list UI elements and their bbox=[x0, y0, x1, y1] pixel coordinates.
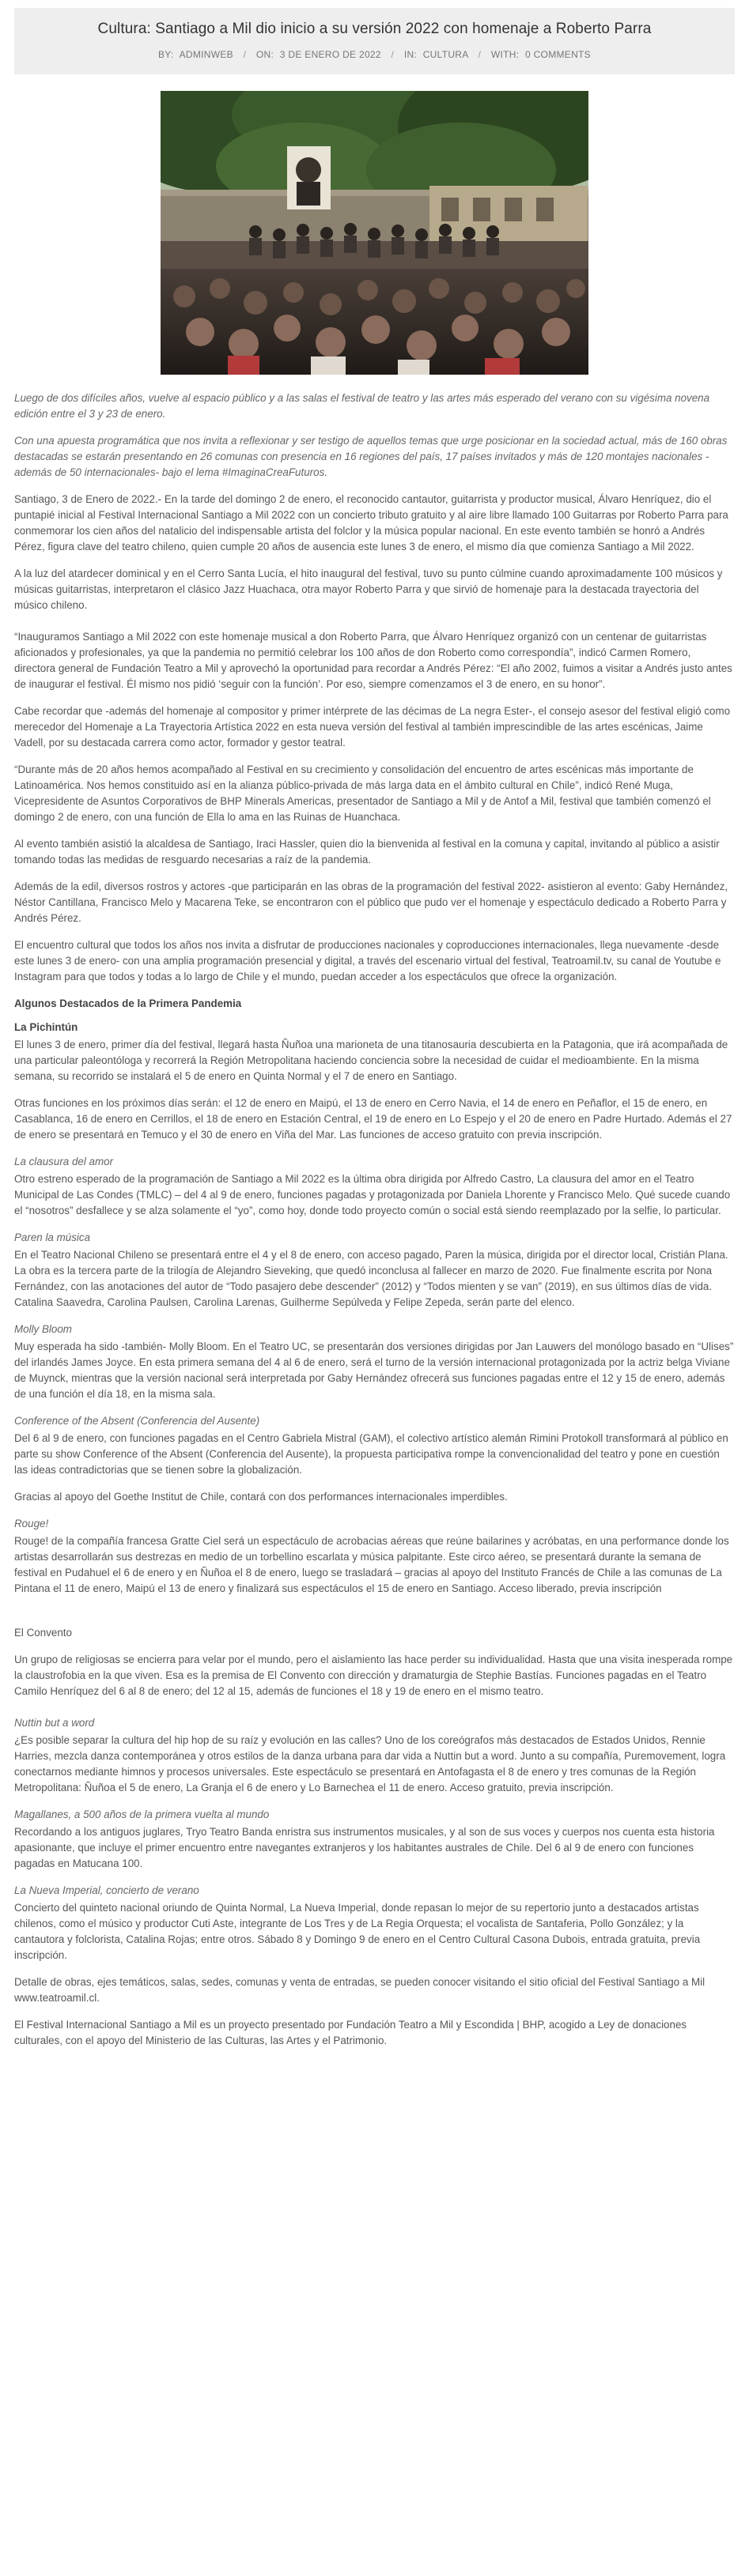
paragraph: A la luz del atardecer dominical y en el Cerro Santa Lucía, el hito inaugural del festival, tuvo su punto cúlmine cuando aproximadamente 100 músicos y músicas guitarristas, interpretaron el clásico Jazz Huachaca, otra mayor Roberto Parra y que sirvió de homenaje para la destacada trayectoria del músico chileno. bbox=[14, 568, 723, 611]
paragraph: “Durante más de 20 años hemos acompañado al Festival en su crecimiento y consolidación del encuentro de artes escénicas más importante de Latinoamérica. Nos hemos constituido así en la alianza público-privada de más larga data en el ámbito cultural en Chile”, indicó René Muga, Vicepresidente de Asuntos Corporativos de BHP Minerals Americas, presentador de Santiago a Mil y de Antof a Mil, festival que también comenzó el domingo 2 de enero, con una función de Ella lo ama en las Ruinas de Huanchaca. bbox=[14, 764, 711, 823]
paragraph: En el Teatro Nacional Chileno se presentará entre el 4 y el 8 de enero, con acceso pagado, Paren la música, dirigida por el director local, Cristián Plana. La obra es la tercera parte de la trilogía de Alejandro Sieveking, que quedó inconclusa al fallecer en marzo de 2020. Fue finalmente escrita por Nona Fernández, con las anotaciones del autor de “Todo pasajero debe descender” (2012) y “Todos mienten y se van” (2019), en sus últimos días de vida. Catalina Saavedra, Carolina Paulsen, Carolina Larenas, Guilherme Sepúlveda y Felipe Zepeda, serán parte del elenco. bbox=[14, 1249, 728, 1308]
paragraph: Otras funciones en los próximos días serán: el 12 de enero en Maipú, el 13 de enero en Cerro Navia, el 14 de enero en Peñaflor, el 15 de enero, en Casablanca, 16 de enero en Cerrillos, el 18 de enero en Estación Central, el 19 de enero en Lo Espejo y el 20 de enero en Padre Hurtado. Además el 27 de enero se presentará en Temuco y el 30 de enero en Viña del Mar. Las funciones de acceso gratuito con previa inscripción. bbox=[14, 1097, 732, 1141]
paragraph: Gracias al apoyo del Goethe Institut de Chile, contará con dos performances internacionales imperdibles. bbox=[14, 1491, 508, 1503]
subsection-title: La Pichintún bbox=[14, 1021, 78, 1033]
subsection-title: Molly Bloom bbox=[14, 1323, 72, 1335]
paragraph: Del 6 al 9 de enero, con funciones pagadas en el Centro Gabriela Mistral (GAM), el colectivo artístico alemán Rimini Protokoll transformará al público en parte su show Conference of the Absent (Conferencia del Ausente), la propuesta participativa rompe la convencionalidad del teatro y pone en cuestión las ideas contradictorias que se tienen sobre la globalización. bbox=[14, 1432, 728, 1476]
post-date: 3 DE ENERO DE 2022 bbox=[279, 49, 381, 60]
concert-crowd-photo bbox=[161, 91, 588, 375]
lead-paragraph: Luego de dos difíciles años, vuelve al espacio público y a las salas el festival de teatro y las artes más esperado del verano con su vigésima novena edición entre el 3 y 23 de enero. bbox=[14, 392, 710, 420]
comments-link[interactable]: 0 COMMENTS bbox=[524, 49, 591, 60]
hero-photo bbox=[161, 91, 588, 375]
meta-separator: / bbox=[391, 49, 395, 60]
paragraph: Un grupo de religiosas se encierra para velar por el mundo, pero el aislamiento las hace perder su individualidad. Hasta que una visita inesperada rompe la claustrofobia en la que viven. Esa es la premisa de El Convento con dirección y dramaturgia de Stephie Bastías. Funciones pagadas en el Teatro Camilo Henríquez del 6 al 8 de enero; del 12 al 15, además de funciones el 18 y 19 de enero en el mismo teatro. bbox=[14, 1654, 733, 1697]
subsection-title: El Convento bbox=[14, 1627, 72, 1639]
subsection-title: Paren la música bbox=[14, 1231, 91, 1243]
subsection-title: Magallanes, a 500 años de la primera vuelta al mundo bbox=[14, 1808, 270, 1820]
with-label: WITH: bbox=[490, 49, 520, 60]
post-header bbox=[14, 8, 735, 74]
on-label: ON: bbox=[255, 49, 274, 60]
category-link[interactable]: CULTURA bbox=[422, 49, 468, 60]
by-label: BY: bbox=[157, 49, 174, 60]
subsection-title: Nuttin but a word bbox=[14, 1717, 95, 1729]
paragraph: Muy esperada ha sido -también- Molly Bloom. En el Teatro UC, se presentarán dos versiones dirigidas por Jan Lauwers del monólogo basado en “Ulises” del irlandés James Joyce. En esta primera semana del 4 al 6 de enero, será el turno de la versión internacional protagonizada por la actriz belga Viviane de Muynck, mientras que la versión nacional será interpretada por Gaby Hernández ofrecerá sus funciones pagadas entre el 12 y 15 de enero, además de una función el día 18, en la misma sala. bbox=[14, 1341, 734, 1400]
paragraph: ¿Es posible separar la cultura del hip hop de su raíz y evolución en las calles? Uno de los coreógrafos más destacados de Estados Unidos, Rennie Harries, mezcla danza contemporánea y otros estilos de la danza urbana para dar vida a Nuttin but a word. Junto a su compañía, Puremovement, logra conectarnos mediante himnos y procesos universales. Este espectáculo se presentará en Antofagasta el 8 de enero y tres comunas de la Región Metropolitana: Ñuñoa el 5 de enero, La Granja el 6 de enero y Lo Barnechea el 11 de enero. Acceso gratuito, previa inscripción. bbox=[14, 1734, 726, 1793]
paragraph: Además de la edil, diversos rostros y actores -que participarán en las obras de la programación del festival 2022- asistieron al evento: Gaby Hernández, Néstor Cantillana, Francisco Melo y Macarena Teke, se encontraron con el público que pudo ver el homenaje y espectáculo dedicado a Roberto Parra y Andrés Pérez. bbox=[14, 881, 728, 924]
paragraph: Al evento también asistió la alcaldesa de Santiago, Iraci Hassler, quien dio la bienvenida al festival en la comuna y capital, invitando al público a asistir tomando todas las medidas de resguardo necesarias a raíz de la pandemia. bbox=[14, 838, 720, 866]
meta-separator: / bbox=[243, 49, 247, 60]
paragraph: Santiago, 3 de Enero de 2022.- En la tarde del domingo 2 de enero, el reconocido cantautor, guitarrista y productor musical, Álvaro Henríquez, dio el puntapié inicial al Festival Internacional Santiago a Mil 2022 con un concierto tributo gratuito y al aire libre llamado 100 Guitarras por Roberto Parra para conmemorar los cien años del natalicio del indispensable artista del folclor y la música popular nacional. En este evento también se honró a Andrés Pérez, figura clave del teatro chileno, quien cumple 20 años de ausencia este lunes 3 de enero, el mismo día que comienza Santiago a Mil 2022. bbox=[14, 493, 728, 553]
paragraph: Otro estreno esperado de la programación de Santiago a Mil 2022 es la última obra dirigida por Alfredo Castro, La clausura del amor en el Teatro Municipal de Las Condes (TMLC) – del 4 al 9 de enero, funciones pagadas y protagonizada por Daniela Lhorente y Francisco Melo. Qué sucede cuando el “nosotros” desfallece y se alza solamente el “yo”, como hoy, donde todo proyecto común o social está siendo reemplazado por la selfie, lo particular. bbox=[14, 1173, 731, 1216]
article-body bbox=[14, 390, 735, 2049]
paragraph: Detalle de obras, ejes temáticos, salas, sedes, comunas y venta de entradas, se pueden conocer visitando el sitio oficial del Festival Santiago a Mil www.teatroamil.cl. bbox=[14, 1976, 705, 2004]
paragraph: El encuentro cultural que todos los años nos invita a disfrutar de producciones nacionales y coproducciones internacionales, llega nuevamente -desde este lunes 3 de enero- con una amplia programación presencial y digital, a través del escenario virtual del festival, Teatroamil.tv, su canal de Youtube e Instagram para que todos y todas a lo largo de Chile y el mundo, puedan acceder a los espectáculos que ofrece la organización. bbox=[14, 939, 721, 983]
in-label: IN: bbox=[403, 49, 418, 60]
paragraph: “Inauguramos Santiago a Mil 2022 con este homenaje musical a don Roberto Parra, que Álvaro Henríquez organizó con un centenar de guitarristas aficionados y profesionales, ya que la pandemia no permitió celebrar los 100 años de don Roberto como correspondía”, indicó Carmen Romero, directora general de Fundación Teatro a Mil y aprovechó la oportunidad para recordar a Andrés Pérez: “El año 2002, fuimos a visitar a Andrés justo antes de inaugurar el festival. Él mismo nos pidió ‘seguir con la función’. Por eso, siempre comenzamos el 3 de enero, en su honor”. bbox=[14, 631, 732, 690]
paragraph: Cabe recordar que -además del homenaje al compositor y primer intérprete de las décimas de La negra Ester-, el consejo asesor del festival eligió como merecedor del Homenaje a La Trayectoria Artística 2022 en esta nueva versión del festival al también imprescindible de las artes escénicas, Jaime Vadell, por su destacada carrera como actor, formador y gestor teatral. bbox=[14, 705, 731, 749]
post-meta bbox=[14, 49, 735, 60]
subsection-title: La clausura del amor bbox=[14, 1156, 114, 1167]
paragraph: El lunes 3 de enero, primer día del festival, llegará hasta Ñuñoa una marioneta de una titanosauria descubierta en la Patagonia, que irá acompañada de una particular paleontóloga y recorrerá la Región Metropolitana haciendo conciencia sobre la necesidad de cuidar el medioambiente. En la misma semana, su recorrido se instalará el 5 de enero en Quinta Normal y el 7 de enero en Santiago. bbox=[14, 1039, 728, 1082]
paragraph: Rouge! de la compañía francesa Gratte Ciel será un espectáculo de acrobacias aéreas que reúne bailarines y acróbatas, en una performance donde los artistas desarrollarán sus destrezas en medio de un torbellino escarlata y música palpitante. Este circo aéreo, se presentará durante la semana de festival en Pudahuel el 6 de enero y en Ñuñoa el 8 de enero, luego se trasladará – gracias al apoyo del Instituto Francés de Chile a las comunas de La Pintana el 11 de enero, Maipú el 13 de enero y finalizará sus espectáculos el 15 de enero en Santiago. Acceso liberado, previa inscripción bbox=[14, 1535, 729, 1594]
post-title: Cultura: Santiago a Mil dio inicio a su versión 2022 con homenaje a Roberto Parra bbox=[97, 21, 652, 37]
subsection-title: La Nueva Imperial, concierto de verano bbox=[14, 1884, 199, 1896]
paragraph: Concierto del quinteto nacional oriundo de Quinta Normal, La Nueva Imperial, donde repasan lo mejor de su repertorio junto a destacados artistas chilenos, como el músico y productor Cuti Aste, integrante de Los Tres y de La Regia Orquesta; el vocalista de Santaferia, Pollo González; y la cantautora y folclorista, Catalina Rojas; entre otros. Sábado 8 y Domingo 9 de enero en el Centro Cultural Casona Dubois, entrada gratuita, previa inscripción. bbox=[14, 1902, 701, 1961]
paragraph: El Festival Internacional Santiago a Mil es un proyecto presentado por Fundación Teatro a Mil y Escondida | BHP, acogido a Ley de donaciones culturales, con el apoyo del Ministerio de las Culturas, las Artes y el Patrimonio. bbox=[14, 2019, 687, 2046]
subsection-title: Rouge! bbox=[14, 1518, 49, 1529]
meta-separator: / bbox=[478, 49, 482, 60]
subsection-title: Conference of the Absent (Conferencia del Ausente) bbox=[14, 1415, 260, 1427]
author-link[interactable]: ADMINWEB bbox=[179, 49, 233, 60]
lead-paragraph: Con una apuesta programática que nos invita a reflexionar y ser testigo de aquellos temas que urge posicionar en la sociedad actual, más de 160 obras destacadas se estarán presentando en 26 comunas con presencia en 16 regiones del país, 17 países invitados y más de 120 montajes nacionales -además de 50 internacionales- bajo el lema #ImaginaCreaFuturos. bbox=[14, 435, 728, 478]
paragraph: Recordando a los antiguos juglares, Tryo Teatro Banda enristra sus instrumentos musicales, y al son de sus voces y cuerpos nos cuenta esta historia apasionante, que incluye el primer encuentro entre navegantes extranjeros y los habitantes australes de Chile. Del 6 al 9 de enero con funciones pagadas en Matucana 100. bbox=[14, 1826, 715, 1869]
section-heading: Algunos Destacados de la Primera Pandemia bbox=[14, 998, 242, 1009]
